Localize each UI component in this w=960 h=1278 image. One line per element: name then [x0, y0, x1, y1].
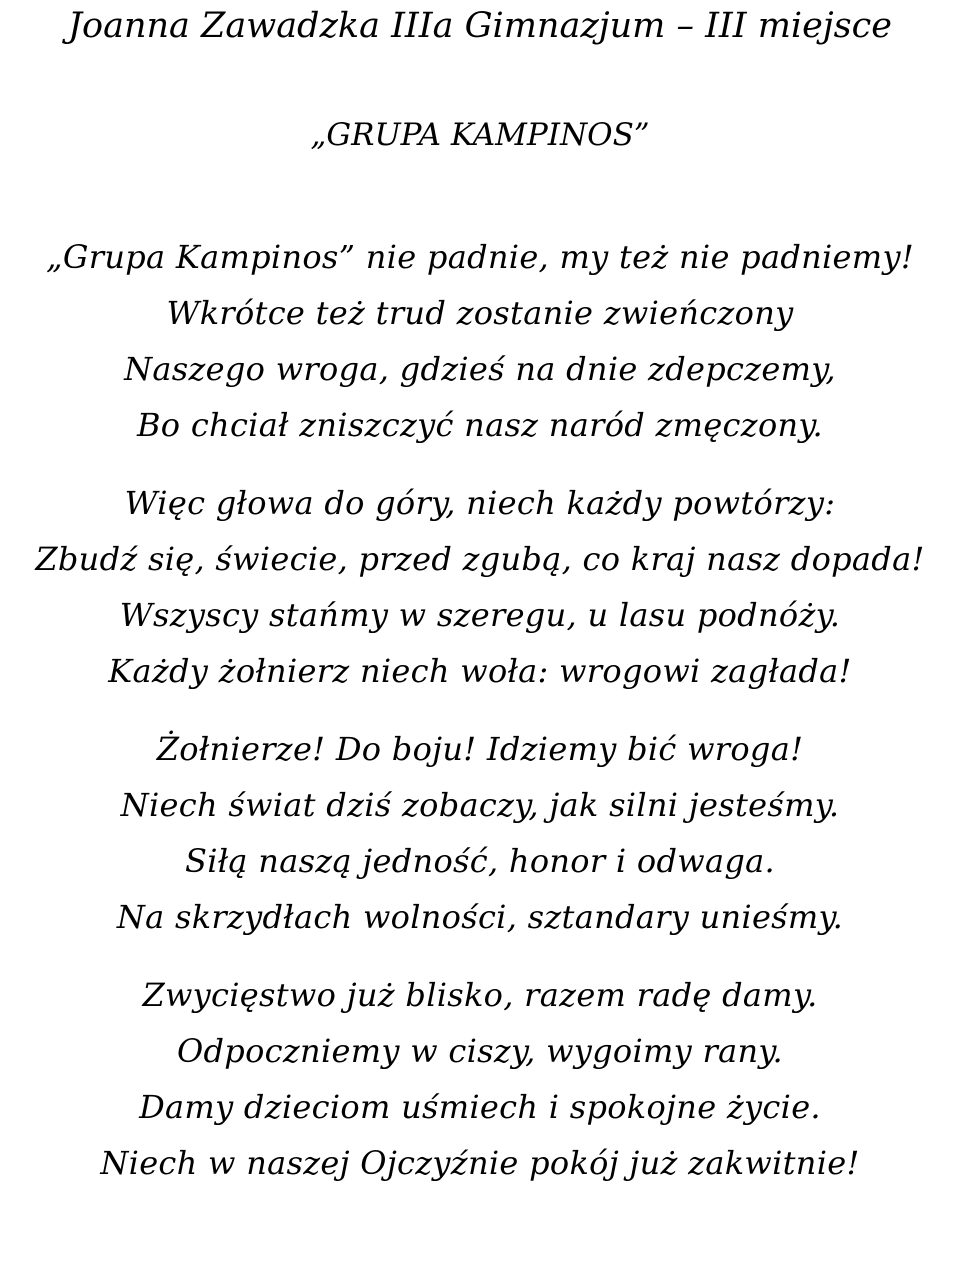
poem-line: Bo chciał zniszczyć nasz naród zmęczony.: [136, 406, 824, 444]
poem-title: „GRUPA KAMPINOS”: [310, 117, 650, 153]
poem-line: Więc głowa do góry, niech każdy powtórzy:: [124, 484, 836, 522]
poem-body: [0, 229, 960, 1191]
stanza-1: [0, 229, 960, 453]
stanza-2: [0, 475, 960, 699]
poem-line: Zwycięstwo już blisko, razem radę damy.: [142, 976, 818, 1014]
poem-line: Siłą naszą jedność, honor i odwaga.: [185, 842, 775, 880]
stanza-separator: [0, 945, 960, 967]
author-heading: Joanna Zawadzka IIIa Gimnazjum – III miejsce: [68, 6, 892, 46]
stanza-3: [0, 721, 960, 945]
poem-line: Naszego wroga, gdzieś na dnie zdepczemy,: [124, 350, 836, 388]
poem-line: „Grupa Kampinos” nie padnie, my też nie padniemy!: [46, 238, 914, 276]
poem-line: Niech świat dziś zobaczy, jak silni jesteśmy.: [120, 786, 840, 824]
stanza-4: [0, 967, 960, 1191]
stanza-separator: [0, 699, 960, 721]
poem-line: Na skrzydłach wolności, sztandary unieśmy.: [116, 898, 844, 936]
poem-line: Wszyscy stańmy w szeregu, u lasu podnóży.: [119, 596, 841, 634]
poem-line: Niech w naszej Ojczyźnie pokój już zakwitnie!: [100, 1144, 860, 1182]
stanza-separator: [0, 453, 960, 475]
poem-line: Zbudź się, świecie, przed zgubą, co kraj nasz dopada!: [35, 540, 925, 578]
poem-line: Każdy żołnierz niech woła: wrogowi zagłada!: [108, 652, 852, 690]
poem-line: Żołnierze! Do boju! Idziemy bić wroga!: [156, 730, 804, 768]
poem-line: Odpoczniemy w ciszy, wygoimy rany.: [176, 1032, 784, 1070]
poem-line: Wkrótce też trud zostanie zwieńczony: [166, 294, 794, 332]
poem-line: Damy dzieciom uśmiech i spokojne życie.: [139, 1088, 821, 1126]
